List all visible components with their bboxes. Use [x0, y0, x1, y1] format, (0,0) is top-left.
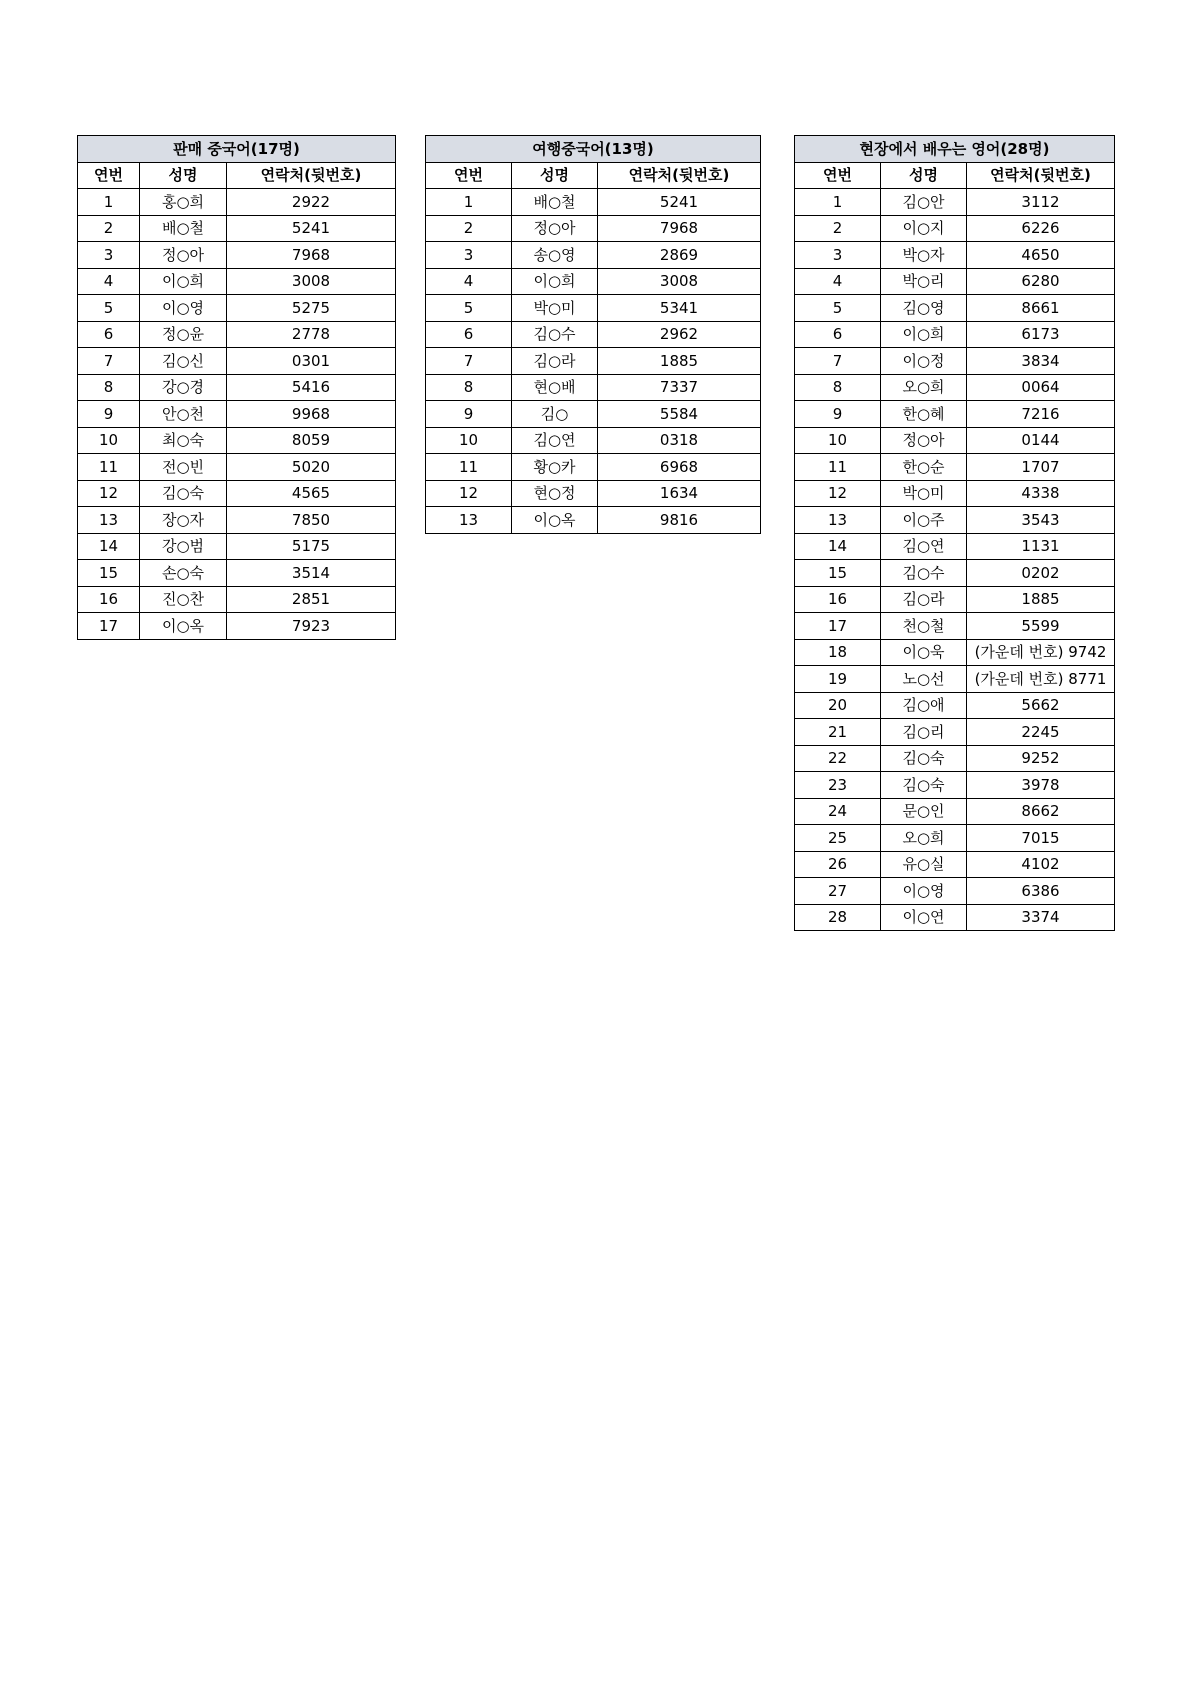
contact-number: (가운데 번호) 8771 — [967, 666, 1115, 693]
table-title: 판매 중국어(17명) — [78, 136, 396, 163]
contact-number: 5020 — [227, 454, 396, 481]
contact-number: 4650 — [967, 242, 1115, 269]
member-name: 천○철 — [881, 613, 967, 640]
row-number: 5 — [795, 295, 881, 322]
column-header-contact: 연락처(뒷번호) — [227, 162, 396, 189]
row-number: 1 — [426, 189, 512, 216]
table-row — [426, 480, 761, 507]
row-number: 15 — [78, 560, 140, 587]
table-row — [795, 719, 1115, 746]
member-name: 김○수 — [881, 560, 967, 587]
row-number: 10 — [426, 427, 512, 454]
contact-number: 0318 — [598, 427, 761, 454]
contact-number: 3834 — [967, 348, 1115, 375]
contact-number: 2245 — [967, 719, 1115, 746]
member-name: 문○인 — [881, 798, 967, 825]
row-number: 27 — [795, 878, 881, 905]
member-name: 김○리 — [881, 719, 967, 746]
table-row — [795, 480, 1115, 507]
row-number: 4 — [426, 268, 512, 295]
contact-number: 2962 — [598, 321, 761, 348]
contact-number: 5275 — [227, 295, 396, 322]
table-row — [426, 321, 761, 348]
table-row — [426, 242, 761, 269]
table-row — [795, 374, 1115, 401]
row-number: 4 — [795, 268, 881, 295]
contact-number: 4338 — [967, 480, 1115, 507]
member-name: 강○범 — [140, 533, 227, 560]
contact-number: 2922 — [227, 189, 396, 216]
member-name: 손○숙 — [140, 560, 227, 587]
row-number: 8 — [426, 374, 512, 401]
member-name: 김○안 — [881, 189, 967, 216]
row-number: 11 — [78, 454, 140, 481]
contact-number: 0202 — [967, 560, 1115, 587]
member-name: 황○카 — [512, 454, 598, 481]
member-name: 김○ — [512, 401, 598, 428]
table-row — [795, 692, 1115, 719]
table-row — [426, 348, 761, 375]
table-row — [78, 189, 396, 216]
row-number: 17 — [78, 613, 140, 640]
contact-number: 5584 — [598, 401, 761, 428]
contact-number: 8059 — [227, 427, 396, 454]
table-row — [795, 507, 1115, 534]
row-number: 5 — [426, 295, 512, 322]
row-number: 8 — [795, 374, 881, 401]
table-row — [78, 295, 396, 322]
table-row — [795, 560, 1115, 587]
contact-number: 0064 — [967, 374, 1115, 401]
member-name: 이○희 — [140, 268, 227, 295]
column-header-number: 연번 — [78, 162, 140, 189]
member-name: 진○찬 — [140, 586, 227, 613]
table-title: 여행중국어(13명) — [426, 136, 761, 163]
row-number: 14 — [795, 533, 881, 560]
member-name: 김○연 — [512, 427, 598, 454]
roster-table-travel-chinese — [425, 135, 761, 534]
member-name: 김○영 — [881, 295, 967, 322]
member-name: 전○빈 — [140, 454, 227, 481]
row-number: 3 — [426, 242, 512, 269]
contact-number: 8661 — [967, 295, 1115, 322]
table-row — [795, 242, 1115, 269]
table-row — [795, 215, 1115, 242]
row-number: 13 — [78, 507, 140, 534]
table-row — [795, 348, 1115, 375]
contact-number: 1707 — [967, 454, 1115, 481]
table-row — [78, 560, 396, 587]
row-number: 3 — [78, 242, 140, 269]
row-number: 3 — [795, 242, 881, 269]
row-number: 7 — [426, 348, 512, 375]
row-number: 26 — [795, 851, 881, 878]
row-number: 12 — [795, 480, 881, 507]
row-number: 6 — [78, 321, 140, 348]
row-number: 20 — [795, 692, 881, 719]
member-name: 배○철 — [140, 215, 227, 242]
contact-number: 5241 — [227, 215, 396, 242]
contact-number: 2778 — [227, 321, 396, 348]
member-name: 정○아 — [512, 215, 598, 242]
contact-number: 6968 — [598, 454, 761, 481]
member-name: 김○숙 — [881, 745, 967, 772]
member-name: 김○숙 — [881, 772, 967, 799]
table-row — [78, 321, 396, 348]
member-name: 이○옥 — [512, 507, 598, 534]
row-number: 10 — [795, 427, 881, 454]
contact-number: 1131 — [967, 533, 1115, 560]
contact-number: 5416 — [227, 374, 396, 401]
row-number: 2 — [78, 215, 140, 242]
contact-number: 7923 — [227, 613, 396, 640]
row-number: 28 — [795, 904, 881, 931]
table-row — [795, 189, 1115, 216]
member-name: 오○희 — [881, 374, 967, 401]
contact-number: 6173 — [967, 321, 1115, 348]
member-name: 이○연 — [881, 904, 967, 931]
row-number: 7 — [78, 348, 140, 375]
table-row — [426, 189, 761, 216]
member-name: 배○철 — [512, 189, 598, 216]
contact-number: 7850 — [227, 507, 396, 534]
contact-number: 3514 — [227, 560, 396, 587]
member-name: 최○숙 — [140, 427, 227, 454]
column-header-name: 성명 — [140, 162, 227, 189]
contact-number: 7015 — [967, 825, 1115, 852]
member-name: 정○아 — [140, 242, 227, 269]
member-name: 이○정 — [881, 348, 967, 375]
member-name: 정○아 — [881, 427, 967, 454]
member-name: 이○희 — [881, 321, 967, 348]
table-row — [795, 851, 1115, 878]
member-name: 김○라 — [512, 348, 598, 375]
row-number: 1 — [78, 189, 140, 216]
table-row — [795, 401, 1115, 428]
member-name: 박○미 — [881, 480, 967, 507]
row-number: 5 — [78, 295, 140, 322]
row-number: 22 — [795, 745, 881, 772]
member-name: 김○수 — [512, 321, 598, 348]
member-name: 유○실 — [881, 851, 967, 878]
row-number: 15 — [795, 560, 881, 587]
row-number: 23 — [795, 772, 881, 799]
row-number: 9 — [795, 401, 881, 428]
table-row — [795, 904, 1115, 931]
table-row — [426, 215, 761, 242]
contact-number: 3374 — [967, 904, 1115, 931]
member-name: 현○배 — [512, 374, 598, 401]
member-name: 김○신 — [140, 348, 227, 375]
roster-table-sales-chinese — [77, 135, 396, 640]
member-name: 김○연 — [881, 533, 967, 560]
contact-number: 7337 — [598, 374, 761, 401]
column-header-name: 성명 — [512, 162, 598, 189]
member-name: 김○라 — [881, 586, 967, 613]
row-number: 19 — [795, 666, 881, 693]
roster-table-field-english — [794, 135, 1115, 931]
table-row — [426, 427, 761, 454]
table-row — [795, 878, 1115, 905]
table-row — [795, 533, 1115, 560]
table-row — [795, 613, 1115, 640]
table-title: 현장에서 배우는 영어(28명) — [795, 136, 1115, 163]
row-number: 1 — [795, 189, 881, 216]
row-number: 18 — [795, 639, 881, 666]
row-number: 12 — [78, 480, 140, 507]
contact-number: 1885 — [598, 348, 761, 375]
member-name: 이○영 — [140, 295, 227, 322]
table-row — [78, 507, 396, 534]
table-row — [78, 454, 396, 481]
member-name: 이○영 — [881, 878, 967, 905]
contact-number: 5341 — [598, 295, 761, 322]
row-number: 10 — [78, 427, 140, 454]
member-name: 노○선 — [881, 666, 967, 693]
contact-number: 6280 — [967, 268, 1115, 295]
table-row — [426, 401, 761, 428]
contact-number: 3543 — [967, 507, 1115, 534]
table-row — [795, 798, 1115, 825]
contact-number: 3112 — [967, 189, 1115, 216]
contact-number: 9252 — [967, 745, 1115, 772]
member-name: 홍○희 — [140, 189, 227, 216]
member-name: 강○경 — [140, 374, 227, 401]
contact-number: 9816 — [598, 507, 761, 534]
contact-number: 6386 — [967, 878, 1115, 905]
row-number: 9 — [426, 401, 512, 428]
member-name: 현○정 — [512, 480, 598, 507]
table-row — [78, 215, 396, 242]
contact-number: 0301 — [227, 348, 396, 375]
row-number: 24 — [795, 798, 881, 825]
member-name: 오○희 — [881, 825, 967, 852]
member-name: 안○천 — [140, 401, 227, 428]
member-name: 한○순 — [881, 454, 967, 481]
column-header-number: 연번 — [795, 162, 881, 189]
table-row — [78, 268, 396, 295]
table-row — [795, 639, 1115, 666]
member-name: 박○리 — [881, 268, 967, 295]
contact-number: 4565 — [227, 480, 396, 507]
table-row — [795, 268, 1115, 295]
row-number: 8 — [78, 374, 140, 401]
contact-number: 3008 — [598, 268, 761, 295]
table-row — [78, 242, 396, 269]
member-name: 김○숙 — [140, 480, 227, 507]
table-row — [795, 321, 1115, 348]
contact-number: (가운데 번호) 9742 — [967, 639, 1115, 666]
row-number: 17 — [795, 613, 881, 640]
member-name: 박○미 — [512, 295, 598, 322]
table-row — [426, 295, 761, 322]
table-row — [795, 745, 1115, 772]
contact-number: 3008 — [227, 268, 396, 295]
row-number: 13 — [795, 507, 881, 534]
member-name: 이○욱 — [881, 639, 967, 666]
row-number: 16 — [78, 586, 140, 613]
contact-number: 9968 — [227, 401, 396, 428]
contact-number: 5599 — [967, 613, 1115, 640]
row-number: 9 — [78, 401, 140, 428]
table-row — [78, 613, 396, 640]
contact-number: 5662 — [967, 692, 1115, 719]
row-number: 6 — [795, 321, 881, 348]
table-row — [78, 427, 396, 454]
row-number: 7 — [795, 348, 881, 375]
table-row — [795, 666, 1115, 693]
column-header-name: 성명 — [881, 162, 967, 189]
contact-number: 2869 — [598, 242, 761, 269]
table-row — [78, 533, 396, 560]
contact-number: 1885 — [967, 586, 1115, 613]
member-name: 정○윤 — [140, 321, 227, 348]
table-row — [78, 374, 396, 401]
contact-number: 2851 — [227, 586, 396, 613]
contact-number: 4102 — [967, 851, 1115, 878]
member-name: 이○희 — [512, 268, 598, 295]
contact-number: 5175 — [227, 533, 396, 560]
table-row — [78, 586, 396, 613]
table-row — [795, 295, 1115, 322]
member-name: 장○자 — [140, 507, 227, 534]
member-name: 김○애 — [881, 692, 967, 719]
row-number: 12 — [426, 480, 512, 507]
member-name: 이○옥 — [140, 613, 227, 640]
contact-number: 3978 — [967, 772, 1115, 799]
table-row — [78, 480, 396, 507]
table-row — [78, 348, 396, 375]
table-row — [795, 427, 1115, 454]
column-header-number: 연번 — [426, 162, 512, 189]
contact-number: 5241 — [598, 189, 761, 216]
column-header-contact: 연락처(뒷번호) — [598, 162, 761, 189]
table-row — [78, 401, 396, 428]
contact-number: 7216 — [967, 401, 1115, 428]
row-number: 13 — [426, 507, 512, 534]
row-number: 11 — [795, 454, 881, 481]
member-name: 이○주 — [881, 507, 967, 534]
member-name: 송○영 — [512, 242, 598, 269]
column-header-contact: 연락처(뒷번호) — [967, 162, 1115, 189]
contact-number: 7968 — [227, 242, 396, 269]
table-row — [426, 374, 761, 401]
row-number: 16 — [795, 586, 881, 613]
member-name: 한○혜 — [881, 401, 967, 428]
table-row — [795, 586, 1115, 613]
row-number: 21 — [795, 719, 881, 746]
row-number: 2 — [426, 215, 512, 242]
contact-number: 0144 — [967, 427, 1115, 454]
row-number: 4 — [78, 268, 140, 295]
member-name: 이○지 — [881, 215, 967, 242]
contact-number: 6226 — [967, 215, 1115, 242]
table-row — [795, 772, 1115, 799]
contact-number: 1634 — [598, 480, 761, 507]
contact-number: 7968 — [598, 215, 761, 242]
row-number: 25 — [795, 825, 881, 852]
row-number: 2 — [795, 215, 881, 242]
row-number: 11 — [426, 454, 512, 481]
contact-number: 8662 — [967, 798, 1115, 825]
table-row — [426, 268, 761, 295]
row-number: 6 — [426, 321, 512, 348]
table-row — [426, 454, 761, 481]
member-name: 박○자 — [881, 242, 967, 269]
table-row — [795, 825, 1115, 852]
row-number: 14 — [78, 533, 140, 560]
table-row — [426, 507, 761, 534]
table-row — [795, 454, 1115, 481]
